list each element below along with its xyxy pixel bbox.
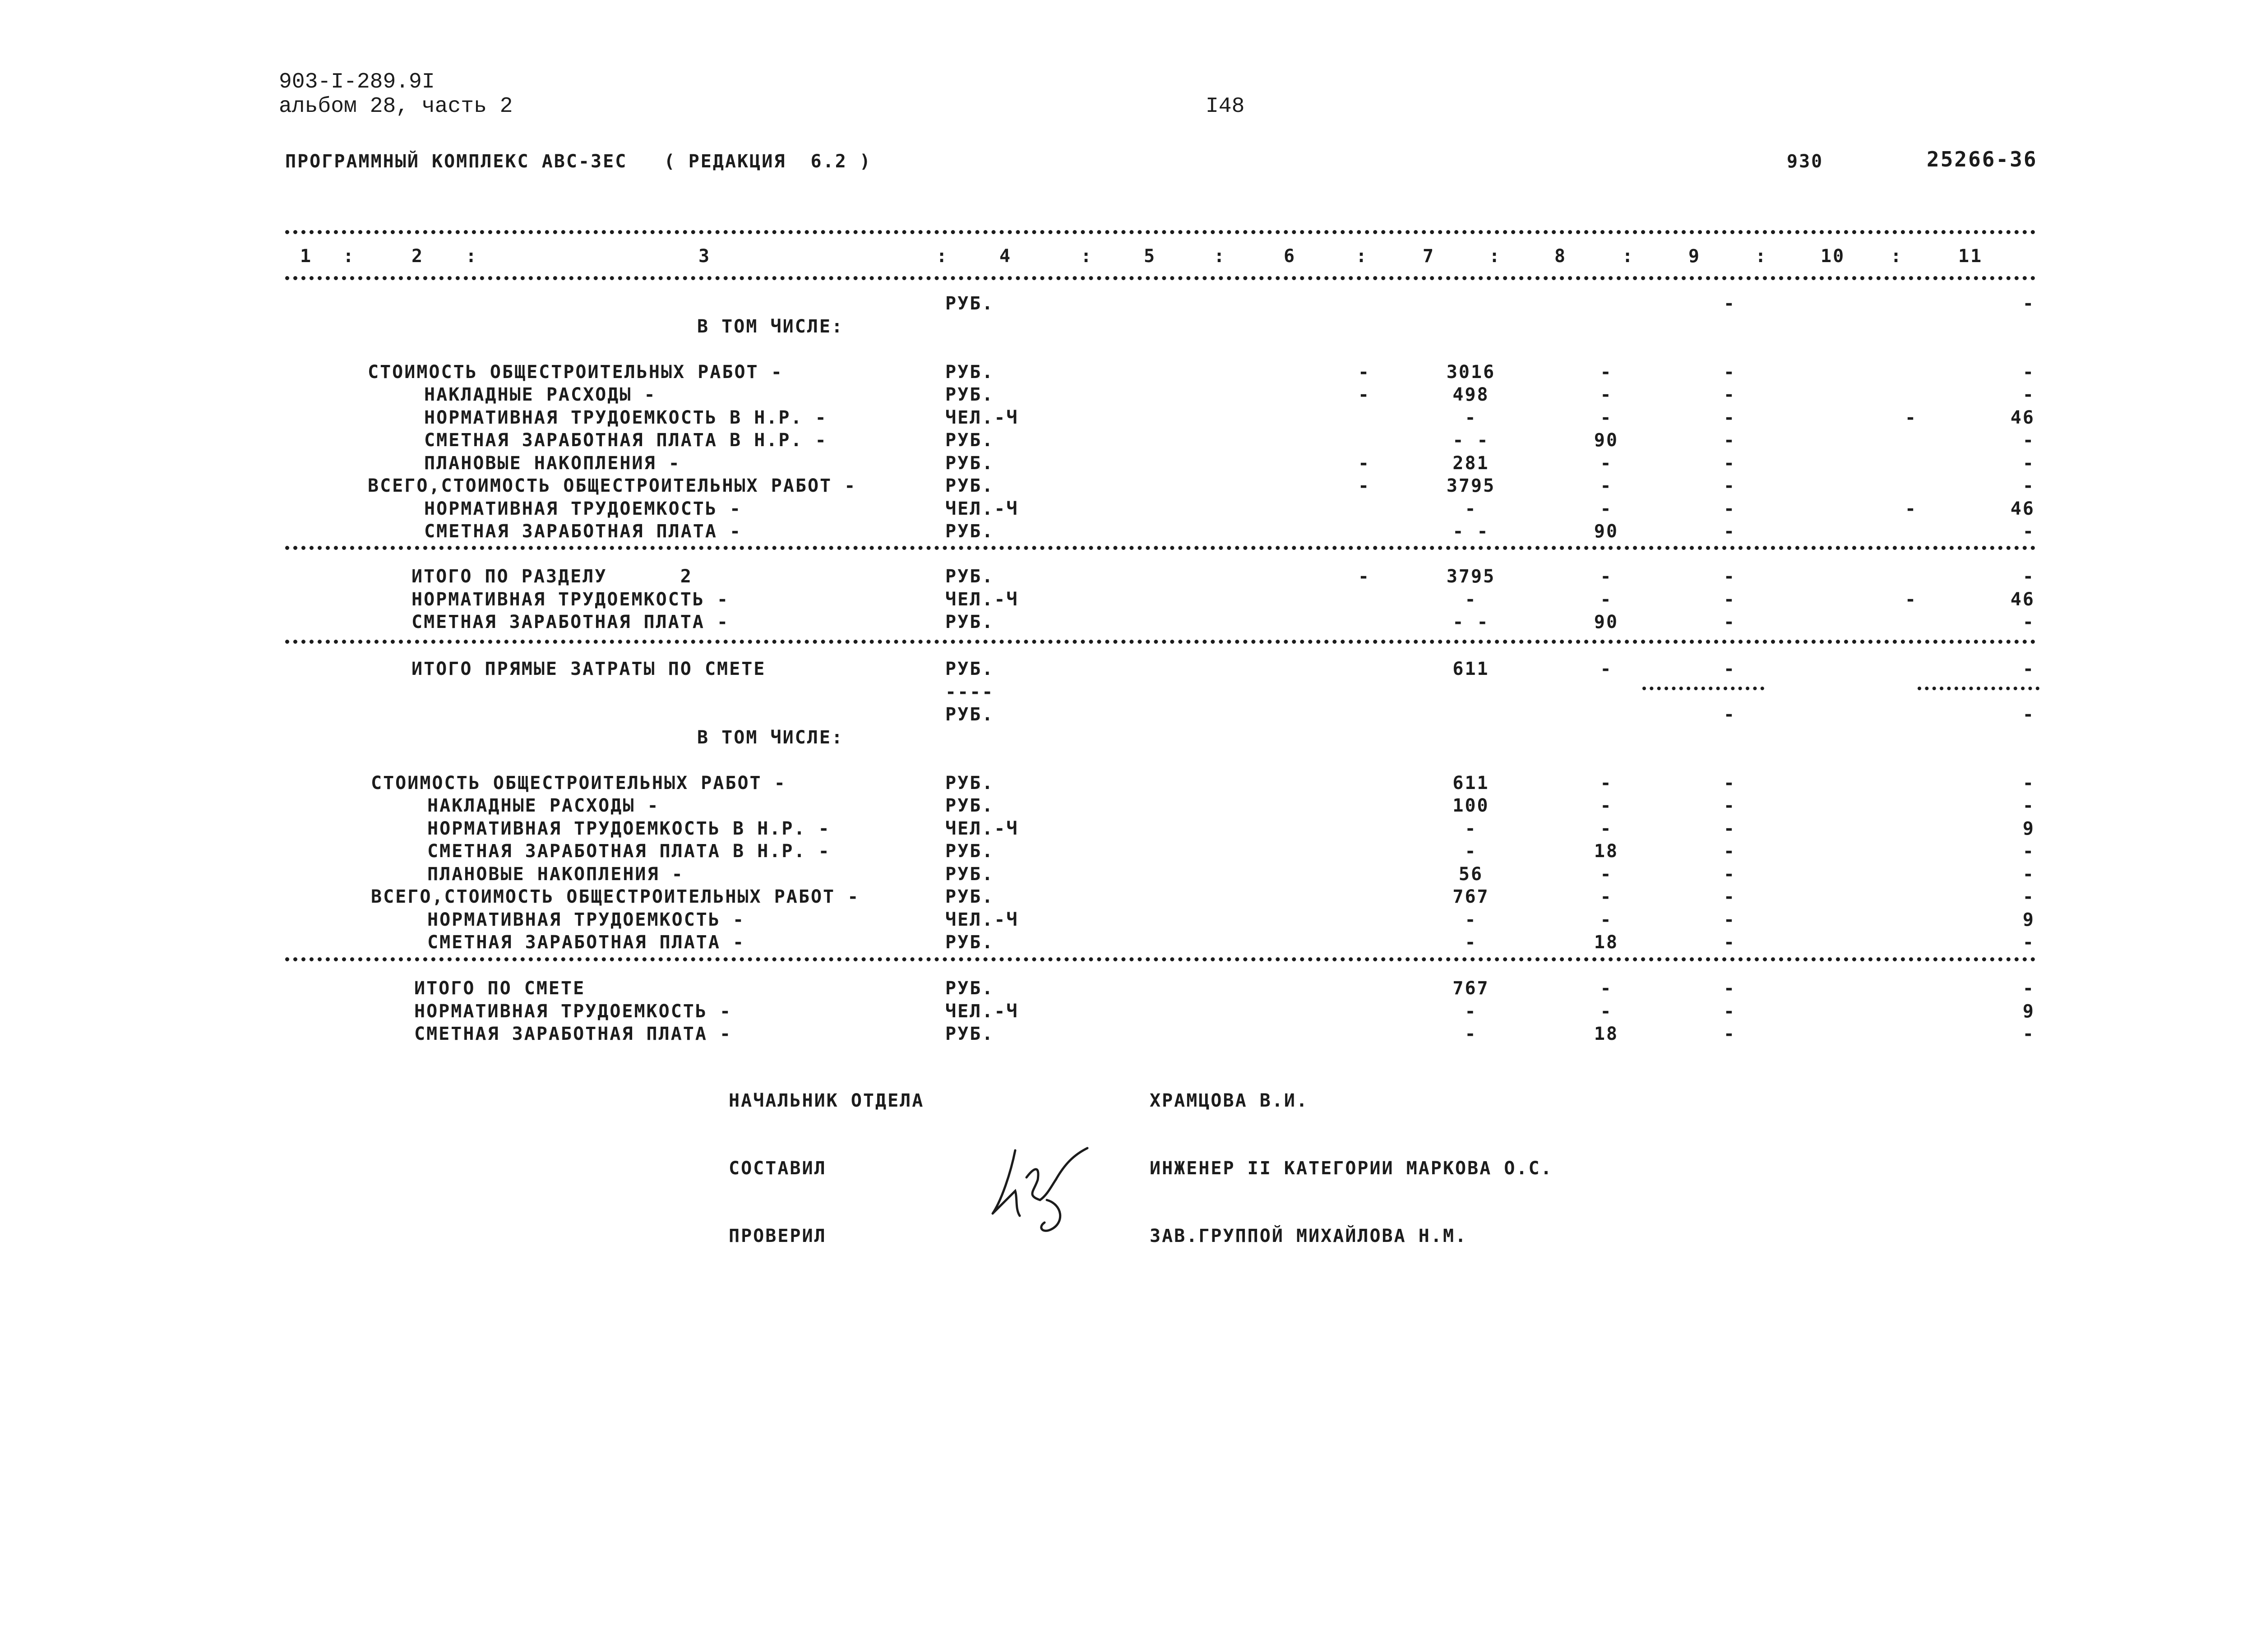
cell-c7: 3016 — [1446, 361, 1496, 383]
cell-c9: - — [1724, 498, 1736, 519]
cell-label: НОРМАТИВНАЯ ТРУДОЕМКОСТЬ В Н.Р. - — [427, 818, 831, 839]
cell-unit: РУБ. — [945, 566, 994, 587]
cell-c7: - — [1465, 589, 1477, 610]
cell-c9: - — [1724, 932, 1736, 953]
cell-c8: - — [1600, 659, 1613, 679]
cell-unit: РУБ. — [945, 841, 994, 862]
cell-label: НОРМАТИВНАЯ ТРУДОЕМКОСТЬ - — [427, 909, 745, 930]
cell-unit: РУБ. — [945, 361, 994, 383]
cell-unit: РУБ. — [945, 659, 994, 679]
cell-c11: - — [2022, 384, 2035, 405]
cell-unit: РУБ. — [945, 863, 994, 885]
cell-label: НОРМАТИВНАЯ ТРУДОЕМКОСТЬ - — [414, 1001, 732, 1022]
cell-c11: - — [2022, 566, 2035, 587]
cell-label: НАКЛАДНЫЕ РАСХОДЫ - — [427, 795, 660, 816]
cell-unit: РУБ. — [945, 430, 994, 451]
cell-unit: ЧЕЛ.-Ч — [945, 589, 1019, 610]
cell-label: НОРМАТИВНАЯ ТРУДОЕМКОСТЬ - — [424, 498, 742, 519]
cell-c8: - — [1600, 407, 1613, 428]
cell-c8: 18 — [1594, 1024, 1619, 1044]
cell-c8: - — [1600, 978, 1613, 999]
cell-c11: 9 — [2022, 1001, 2035, 1022]
cell-c10: - — [1905, 407, 1918, 428]
table-row — [0, 704, 2256, 727]
table-row — [0, 498, 2256, 521]
cell-label: СМЕТНАЯ ЗАРАБОТНАЯ ПЛАТА В Н.Р. - — [427, 841, 831, 862]
cell-c8: - — [1600, 589, 1613, 610]
cell-c6: - — [1358, 475, 1371, 496]
cell-c7: 767 — [1452, 978, 1489, 999]
cell-c11: - — [2022, 932, 2035, 953]
program-code-a: 930 — [1787, 151, 1824, 172]
cell-c8: 90 — [1594, 521, 1619, 542]
table-row — [0, 1001, 2256, 1024]
column-header-cell: 5 — [1144, 246, 1156, 267]
cell-c7: - — [1465, 1024, 1477, 1044]
cell-c8: - — [1600, 795, 1613, 816]
cell-c11: - — [2022, 772, 2035, 794]
column-header-cell: 6 — [1284, 246, 1296, 267]
cell-unit: РУБ. — [945, 978, 994, 999]
cell-c8: - — [1600, 909, 1613, 930]
cell-c8: - — [1600, 384, 1613, 405]
table-row — [0, 795, 2256, 818]
cell-unit: РУБ. — [945, 795, 994, 816]
table-row — [0, 750, 2256, 772]
cell-c6: - — [1358, 452, 1371, 474]
cell-c8: 90 — [1594, 612, 1619, 632]
table-row — [0, 316, 2256, 339]
program-title: ПРОГРАММНЫЙ КОМПЛЕКС АВС-3ЕС ( РЕДАКЦИЯ 6.2 ) — [285, 151, 872, 172]
cell-c6: - — [1358, 361, 1371, 383]
column-header-cell: : — [466, 246, 478, 267]
cell-c11: - — [2022, 452, 2035, 474]
cell-label: В ТОМ ЧИСЛЕ: — [697, 316, 844, 337]
column-header-cell: : — [936, 246, 949, 267]
cell-c7: 611 — [1452, 659, 1489, 679]
cell-c9: - — [1724, 361, 1736, 383]
cell-c7: - - — [1452, 612, 1489, 632]
signature-role: СОСТАВИЛ — [729, 1158, 827, 1179]
rule-block1-end — [285, 546, 2036, 550]
cell-unit: РУБ. — [945, 452, 994, 474]
column-header-cell: : — [1489, 246, 1502, 267]
cell-c11: 46 — [2010, 589, 2035, 610]
cell-unit: ---- — [945, 681, 994, 702]
cell-c7: - — [1465, 841, 1477, 862]
cell-unit: РУБ. — [945, 612, 994, 632]
cell-c8: - — [1600, 475, 1613, 496]
cell-c11: - — [2022, 612, 2035, 632]
cell-c9: - — [1724, 795, 1736, 816]
table-row — [0, 1024, 2256, 1046]
cell-c9: - — [1724, 841, 1736, 862]
cell-unit: ЧЕЛ.-Ч — [945, 1001, 1019, 1022]
cell-c9: - — [1724, 886, 1736, 907]
cell-c6: - — [1358, 384, 1371, 405]
signature-name: ЗАВ.ГРУППОЙ МИХАЙЛОВА Н.М. — [1150, 1226, 1468, 1246]
cell-c7: 611 — [1452, 772, 1489, 794]
cell-c7: - — [1465, 407, 1477, 428]
column-header-cell: 8 — [1554, 246, 1567, 267]
cell-c8: - — [1600, 863, 1613, 885]
table-row — [0, 978, 2256, 1001]
cell-unit: РУБ. — [945, 1024, 994, 1044]
cell-c9: - — [1724, 818, 1736, 839]
table-row — [0, 932, 2256, 955]
cell-c7: - — [1465, 932, 1477, 953]
cell-unit: ЧЕЛ.-Ч — [945, 909, 1019, 930]
table-row — [0, 841, 2256, 863]
column-header-cell: : — [343, 246, 356, 267]
cell-c7: 281 — [1452, 452, 1489, 474]
cell-label: ПЛАНОВЫЕ НАКОПЛЕНИЯ - — [427, 863, 684, 885]
table-row — [0, 384, 2256, 407]
column-header-cell: 11 — [1958, 246, 1983, 267]
cell-c11: - — [2022, 841, 2035, 862]
table-row — [0, 886, 2256, 909]
cell-c11: 46 — [2010, 498, 2035, 519]
cell-c11: 9 — [2022, 909, 2035, 930]
cell-c9: - — [1724, 452, 1736, 474]
table-row — [0, 293, 2256, 316]
cell-c7: - - — [1452, 430, 1489, 451]
column-header-cell: 1 — [300, 246, 313, 267]
table-row — [0, 864, 2256, 886]
table-row — [0, 727, 2256, 750]
cell-c7: - - — [1452, 521, 1489, 542]
cell-c7: 3795 — [1446, 475, 1496, 496]
table-row — [0, 682, 2256, 704]
cell-label: СМЕТНАЯ ЗАРАБОТНАЯ ПЛАТА - — [414, 1024, 732, 1044]
cell-c9: - — [1724, 521, 1736, 542]
cell-c7: 3795 — [1446, 566, 1496, 587]
cell-c7: - — [1465, 498, 1477, 519]
table-row — [0, 407, 2256, 430]
cell-unit: РУБ. — [945, 521, 994, 542]
cell-unit: ЧЕЛ.-Ч — [945, 498, 1019, 519]
cell-unit: РУБ. — [945, 704, 994, 725]
cell-c8: - — [1600, 818, 1613, 839]
cell-c11: - — [2022, 863, 2035, 885]
cell-c7: - — [1465, 909, 1477, 930]
cell-c8: 90 — [1594, 430, 1619, 451]
cell-label: СТОИМОСТЬ ОБЩЕСТРОИТЕЛЬНЫХ РАБОТ - — [368, 361, 783, 383]
table-row — [0, 521, 2256, 544]
cell-c9: - — [1724, 475, 1736, 496]
cell-c10: - — [1905, 589, 1918, 610]
cell-label: ИТОГО ПО СМЕТЕ — [414, 978, 586, 999]
cell-c8: - — [1600, 566, 1613, 587]
cell-label: ИТОГО ПРЯМЫЕ ЗАТРАТЫ ПО СМЕТЕ — [411, 659, 766, 679]
cell-label: СТОИМОСТЬ ОБЩЕСТРОИТЕЛЬНЫХ РАБОТ - — [371, 772, 786, 794]
cell-c11: - — [2022, 659, 2035, 679]
column-header-cell: 2 — [411, 246, 424, 267]
table-row — [0, 362, 2256, 384]
cell-label: СМЕТНАЯ ЗАРАБОТНАЯ ПЛАТА - — [411, 612, 730, 632]
cell-c11: 9 — [2022, 818, 2035, 839]
cell-c6: - — [1358, 566, 1371, 587]
rule-top — [285, 230, 2036, 234]
cell-c9: - — [1724, 384, 1736, 405]
signature-role: НАЧАЛЬНИК ОТДЕЛА — [729, 1090, 925, 1111]
cell-c9: - — [1724, 978, 1736, 999]
cell-c9: - — [1724, 863, 1736, 885]
column-header-cell: 7 — [1423, 246, 1435, 267]
rule-block3-end — [285, 957, 2036, 961]
table-row — [0, 430, 2256, 452]
cell-label: В ТОМ ЧИСЛЕ: — [697, 727, 844, 748]
cell-unit: РУБ. — [945, 384, 994, 405]
cell-c11: - — [2022, 795, 2035, 816]
table-row — [0, 909, 2256, 932]
cell-c8: - — [1600, 772, 1613, 794]
cell-c8: - — [1600, 1001, 1613, 1022]
cell-c11: - — [2022, 361, 2035, 383]
cell-c10: - — [1905, 498, 1918, 519]
cell-c8: - — [1600, 361, 1613, 383]
program-code-b: 25266-36 — [1927, 147, 2038, 171]
cell-label: НАКЛАДНЫЕ РАСХОДЫ - — [424, 384, 656, 405]
cell-c7: 56 — [1458, 863, 1484, 885]
table-row — [0, 773, 2256, 795]
table-row — [0, 612, 2256, 634]
cell-label: ПЛАНОВЫЕ НАКОПЛЕНИЯ - — [424, 452, 681, 474]
cell-c7: 767 — [1452, 886, 1489, 907]
cell-c11: - — [2022, 475, 2035, 496]
cell-c7: 100 — [1452, 795, 1489, 816]
cell-c9: - — [1724, 909, 1736, 930]
table-row — [0, 659, 2256, 681]
rule-sub-9 — [1642, 687, 1764, 690]
cell-label: НОРМАТИВНАЯ ТРУДОЕМКОСТЬ - — [411, 589, 730, 610]
table-row — [0, 475, 2256, 498]
column-header-cell: 9 — [1688, 246, 1701, 267]
cell-c9: - — [1724, 566, 1736, 587]
doc-album: альбом 28, часть 2 — [279, 94, 513, 119]
cell-label: СМЕТНАЯ ЗАРАБОТНАЯ ПЛАТА В Н.Р. - — [424, 430, 828, 451]
table-row — [0, 339, 2256, 361]
column-header-cell: : — [1622, 246, 1635, 267]
column-header-cell: 4 — [999, 246, 1012, 267]
cell-c7: - — [1465, 818, 1477, 839]
cell-c11: - — [2022, 704, 2035, 725]
doc-code: 903-I-289.9I — [279, 70, 435, 94]
column-header-cell: : — [1891, 246, 1903, 267]
cell-unit: РУБ. — [945, 293, 994, 314]
cell-c8: - — [1600, 498, 1613, 519]
table-row — [0, 589, 2256, 612]
signature-name: ХРАМЦОВА В.И. — [1150, 1090, 1309, 1111]
cell-unit: РУБ. — [945, 932, 994, 953]
column-header-cell: : — [1214, 246, 1226, 267]
cell-c9: - — [1724, 704, 1736, 725]
cell-c8: - — [1600, 452, 1613, 474]
signature-name: ИНЖЕНЕР II КАТЕГОРИИ МАРКОВА О.С. — [1150, 1158, 1553, 1179]
cell-c7: - — [1465, 1001, 1477, 1022]
cell-unit: РУБ. — [945, 886, 994, 907]
cell-c11: 46 — [2010, 407, 2035, 428]
column-header-cell: : — [1755, 246, 1768, 267]
signature-role: ПРОВЕРИЛ — [729, 1226, 827, 1246]
cell-c9: - — [1724, 589, 1736, 610]
cell-c11: - — [2022, 521, 2035, 542]
cell-c9: - — [1724, 659, 1736, 679]
cell-c11: - — [2022, 1024, 2035, 1044]
cell-label: НОРМАТИВНАЯ ТРУДОЕМКОСТЬ В Н.Р. - — [424, 407, 828, 428]
cell-c8: 18 — [1594, 932, 1619, 953]
table-row — [0, 453, 2256, 475]
page-number: I48 — [1206, 94, 1245, 119]
cell-c8: - — [1600, 886, 1613, 907]
rule-header-bottom — [285, 276, 2036, 280]
cell-c11: - — [2022, 886, 2035, 907]
cell-label: ВСЕГО,СТОИМОСТЬ ОБЩЕСТРОИТЕЛЬНЫХ РАБОТ - — [371, 886, 860, 907]
cell-label: ВСЕГО,СТОИМОСТЬ ОБЩЕСТРОИТЕЛЬНЫХ РАБОТ - — [368, 475, 857, 496]
cell-c11: - — [2022, 978, 2035, 999]
column-header — [0, 246, 2256, 268]
cell-c11: - — [2022, 293, 2035, 314]
cell-unit: ЧЕЛ.-Ч — [945, 818, 1019, 839]
cell-c11: - — [2022, 430, 2035, 451]
cell-c9: - — [1724, 612, 1736, 632]
cell-label: ИТОГО ПО РАЗДЕЛУ 2 — [411, 566, 693, 587]
column-header-cell: : — [1081, 246, 1093, 267]
cell-c7: 498 — [1452, 384, 1489, 405]
cell-c8: 18 — [1594, 841, 1619, 862]
handwritten-signature — [984, 1137, 1101, 1245]
table-row — [0, 818, 2256, 841]
cell-label: СМЕТНАЯ ЗАРАБОТНАЯ ПЛАТА - — [424, 521, 742, 542]
cell-label: СМЕТНАЯ ЗАРАБОТНАЯ ПЛАТА - — [427, 932, 745, 953]
rule-block2-end — [285, 640, 2036, 644]
cell-c9: - — [1724, 772, 1736, 794]
table-row — [0, 566, 2256, 589]
cell-c9: - — [1724, 293, 1736, 314]
column-header-cell: : — [1356, 246, 1368, 267]
cell-unit: ЧЕЛ.-Ч — [945, 407, 1019, 428]
cell-unit: РУБ. — [945, 475, 994, 496]
column-header-cell: 3 — [698, 246, 711, 267]
cell-c9: - — [1724, 407, 1736, 428]
column-header-cell: 10 — [1821, 246, 1845, 267]
cell-c9: - — [1724, 1001, 1736, 1022]
rule-sub-11 — [1918, 687, 2039, 690]
cell-unit: РУБ. — [945, 772, 994, 794]
cell-c9: - — [1724, 1024, 1736, 1044]
cell-c9: - — [1724, 430, 1736, 451]
